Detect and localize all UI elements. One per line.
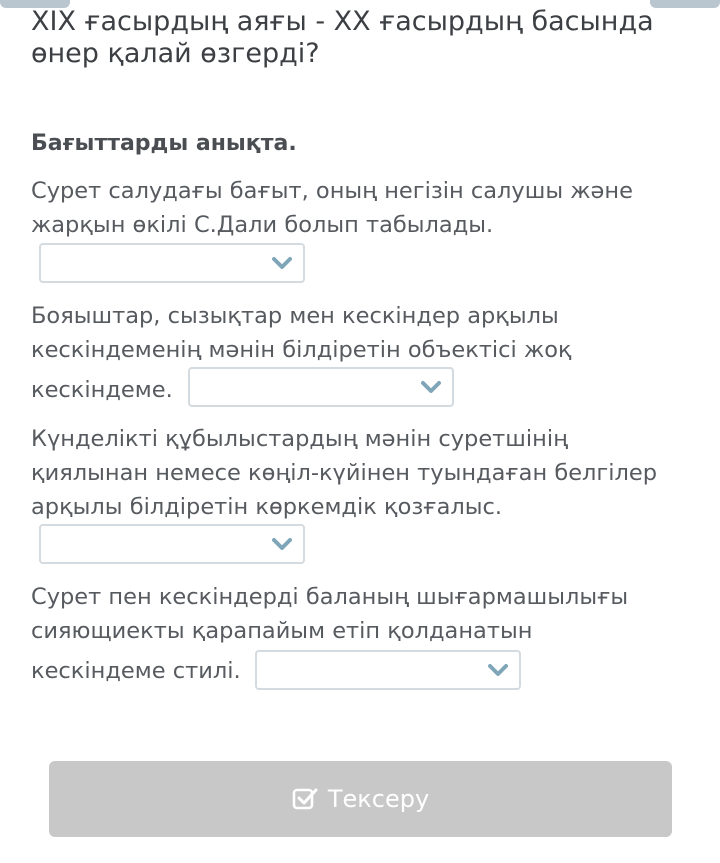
question-2-line-1: Бояыштар, сызықтар мен кескіндер арқылы: [31, 303, 559, 329]
question-4-line-3: кескіндеме стилі.: [31, 658, 241, 684]
question-3-text: [31, 422, 691, 524]
question-2-dropdown[interactable]: [188, 367, 454, 407]
question-1-dropdown[interactable]: [39, 243, 305, 283]
question-4-line-2: сияющиекты қарапайым етіп қолданатын: [31, 618, 533, 644]
question-3-line-1: Күнделікті құбылыстардың мәнін суретшінің: [31, 426, 568, 452]
chevron-down-icon: [487, 661, 509, 679]
check-button-label: Тексеру: [327, 785, 430, 813]
question-2-line-2: кескіндеменің мәнін білдіретін объектісі жоқ: [31, 337, 572, 363]
instruction-text: Бағыттарды анықта.: [31, 131, 297, 156]
question-3-line-2: қиялынан немесе көңіл-күйінен туындаған белгілер: [31, 460, 658, 486]
check-button[interactable]: [49, 761, 672, 837]
question-2-line-3: кескіндеме.: [31, 377, 173, 403]
chevron-down-icon: [271, 535, 293, 553]
question-4-line-1: Сурет пен кескіндерді баланың шығармашылығы: [31, 584, 629, 610]
question-4-dropdown[interactable]: [255, 650, 521, 690]
check-square-icon: [292, 786, 318, 812]
chevron-down-icon: [271, 254, 293, 272]
question-1-line-1: Сурет салудағы бағыт, оның негізін салушы және: [31, 178, 633, 204]
question-3-dropdown[interactable]: [39, 524, 305, 564]
chevron-down-icon: [420, 378, 442, 396]
question-3-line-3: арқылы білдіретін көркемдік қозғалыс.: [31, 494, 503, 520]
page-title: XIX ғасырдың аяғы - XX ғасырдың басында өнер қалай өзгерді?: [31, 6, 654, 69]
question-1-line-2: жарқын өкілі С.Дали болып табылады.: [31, 212, 494, 238]
question-1-text: [31, 174, 691, 242]
